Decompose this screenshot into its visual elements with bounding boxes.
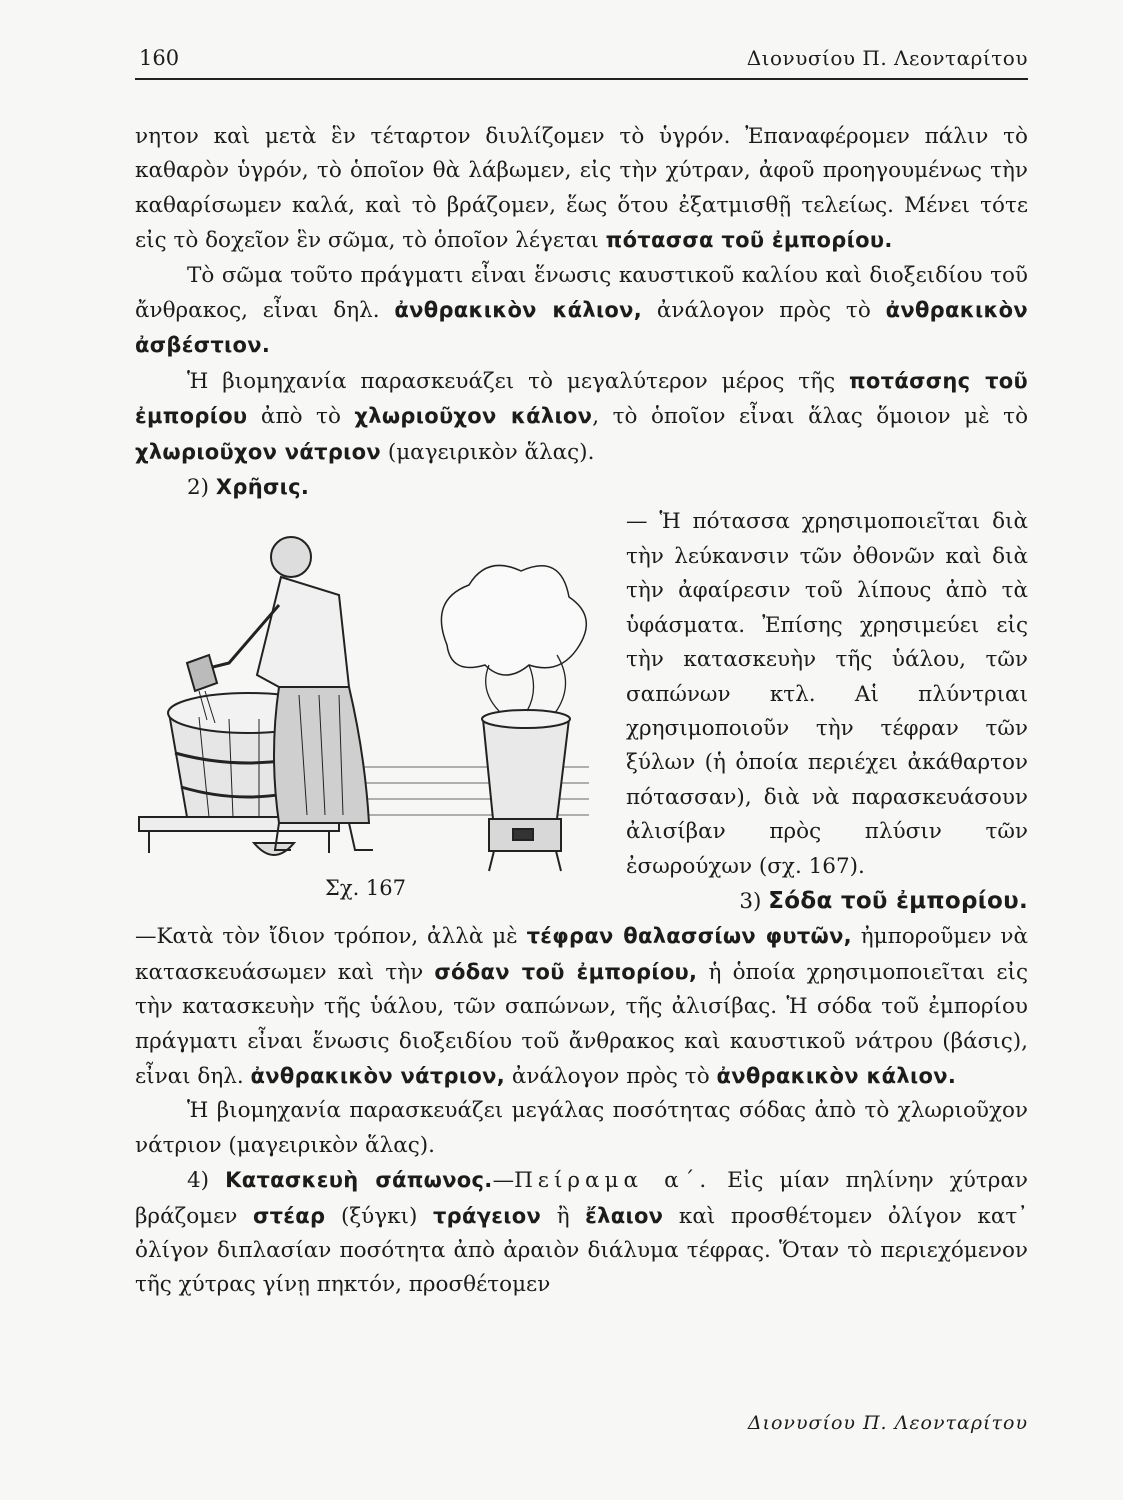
section-3-text: —Κατὰ τὸν ἴδιον τρόπον, ἀλλὰ μὲ τέφραν θαλασσίων φυτῶν, ἠμποροῦμεν νὰ κατασκευάσωμεν καὶ τὴν σόδαν τοῦ ἐμπορίου, ἡ ὁποία χρησιμοποιεῖται εἰς τὴν κατασκευὴν τῆς ὑάλου, τῶν σαπώνων, τῆς ἀλισίβας. Ἡ σόδα τοῦ ἐμπορίου πράγματι εἶναι ἕνωσις διοξειδίου τοῦ ἄνθρακος καὶ καυστικοῦ νάτρου (βάσις), εἶναι δηλ. ἀνθρακικὸν νάτριον, ἀνάλογον πρὸς τὸ ἀνθρακικὸν κάλιον. — [135, 924, 1028, 1089]
term-potassium-carbonate: ἀνθρακικὸν κάλιον, — [394, 298, 643, 323]
page-body — [135, 120, 1028, 1303]
section-4-heading: Κατασκευὴ σάπωνος. — [225, 1168, 493, 1193]
section-4: 4) Κατασκευὴ σάπωνος.—Πείραμα α΄. Εἰς μίαν πηλίνην χύτραν βράζομεν στέαρ (ξύγκι) τράγειον ἢ ἔλαιον καὶ προσθέτομεν ὀλίγον κατ᾿ ὀλίγον διπλασίαν ποσότητα ἀπὸ ἀραιὸν διάλυμα τέφρας. Ὅταν τὸ περιεχόμενον τῆς χύτρας γίνῃ πηκτόν, προσθέτομεν — [135, 1168, 1029, 1298]
section-3-heading: Σόδα τοῦ ἐμπορίου. — [768, 887, 1028, 914]
section-4-number: 4) — [187, 1168, 210, 1194]
section-2-heading: Χρῆσις. — [215, 475, 310, 500]
figure-caption: Σχ. 167 — [325, 876, 407, 901]
paragraph-5: Ἡ βιομηχανία παρασκευάζει μεγάλας ποσότητας σόδας ἀπὸ τὸ χλωριοῦχον νάτριον (μαγειρικὸν ἅλας). — [135, 1098, 1028, 1158]
footer-signature: Διονυσίου Π. Λεονταρίτου — [747, 1412, 1028, 1434]
paragraph-1: νητον καὶ μετὰ ἓν τέταρτον διυλίζομεν τὸ ὑγρόν. Ἐπαναφέρομεν πάλιν τὸ καθαρὸν ὑγρόν, τὸ ὁποῖον θὰ λάβωμεν, εἰς τὴν χύτραν, ἀφοῦ προηγουμένως τὴν καθαρίσωμεν καλά, καὶ τὸ βράζομεν, ἕως ὅτου ἐξατμισθῇ τελείως. Μένει τότε εἰς τὸ δοχεῖον ἓν σῶμα, τὸ ὁποῖον λέγεται πότασσα τοῦ ἐμπορίου. — [135, 124, 1028, 254]
section-2-heading-line — [135, 470, 1028, 505]
section-3-number: 3) — [739, 888, 762, 914]
figure-167 — [129, 505, 614, 909]
experiment-label: Πείραμα α΄. — [514, 1168, 712, 1194]
section-2-number: 2) — [187, 475, 210, 501]
section-2-text: — Ἡ πότασσα χρησιμοποιεῖται διὰ τὴν λεύκανσιν τῶν ὀθονῶν καὶ διὰ τὴν ἀφαίρεσιν τοῦ λίπους ἀπὸ τὰ ὑφάσματα. Ἐπίσης χρησιμεύει εἰς τὴν κατασκευὴν τῆς ὑάλου, τῶν σαπώνων κτλ. Αἱ πλύντριαι χρησιμοποιοῦν τὴν τέφραν τῶν ξύλων (ἡ ὁποία περιέχει ἀκάθαρτον πότασσαν), διὰ νὰ παρασκευάσουν ἀλισίβαν πρὸς πλύσιν τῶν ἐσωρούχων (σχ. 167). — [626, 509, 1028, 879]
paragraph-2: Τὸ σῶμα τοῦτο πράγματι εἶναι ἕνωσις καυστικοῦ καλίου καὶ διοξειδίου τοῦ ἄνθρακος, εἶναι δηλ. ἀνθρακικὸν κάλιον, ἀνάλογον πρὸς τὸ ἀνθρακικὸν ἀσβέστιον. — [135, 262, 1028, 358]
term-calcium-carbonate: ἀνθρακικὸν ἀσβέστιον. — [135, 298, 1028, 358]
paragraph-3: Ἡ βιομηχανία παρασκευάζει τὸ μεγαλύτερον μέρος τῆς ποτάσσης τοῦ ἐμπορίου ἀπὸ τὸ χλωριοῦχον κάλιον, τὸ ὁποῖον εἶναι ἅλας ὅμοιον μὲ τὸ χλωριοῦχον νάτριον (μαγειρικὸν ἅλας). — [135, 368, 1029, 465]
running-title: Διονυσίου Π. Λεονταρίτου — [746, 46, 1028, 70]
page-header — [135, 40, 1028, 80]
washing-illustration — [129, 505, 599, 885]
term-potassa: πότασσα τοῦ ἐμπορίου. — [605, 228, 893, 253]
page-number: 160 — [139, 46, 180, 70]
